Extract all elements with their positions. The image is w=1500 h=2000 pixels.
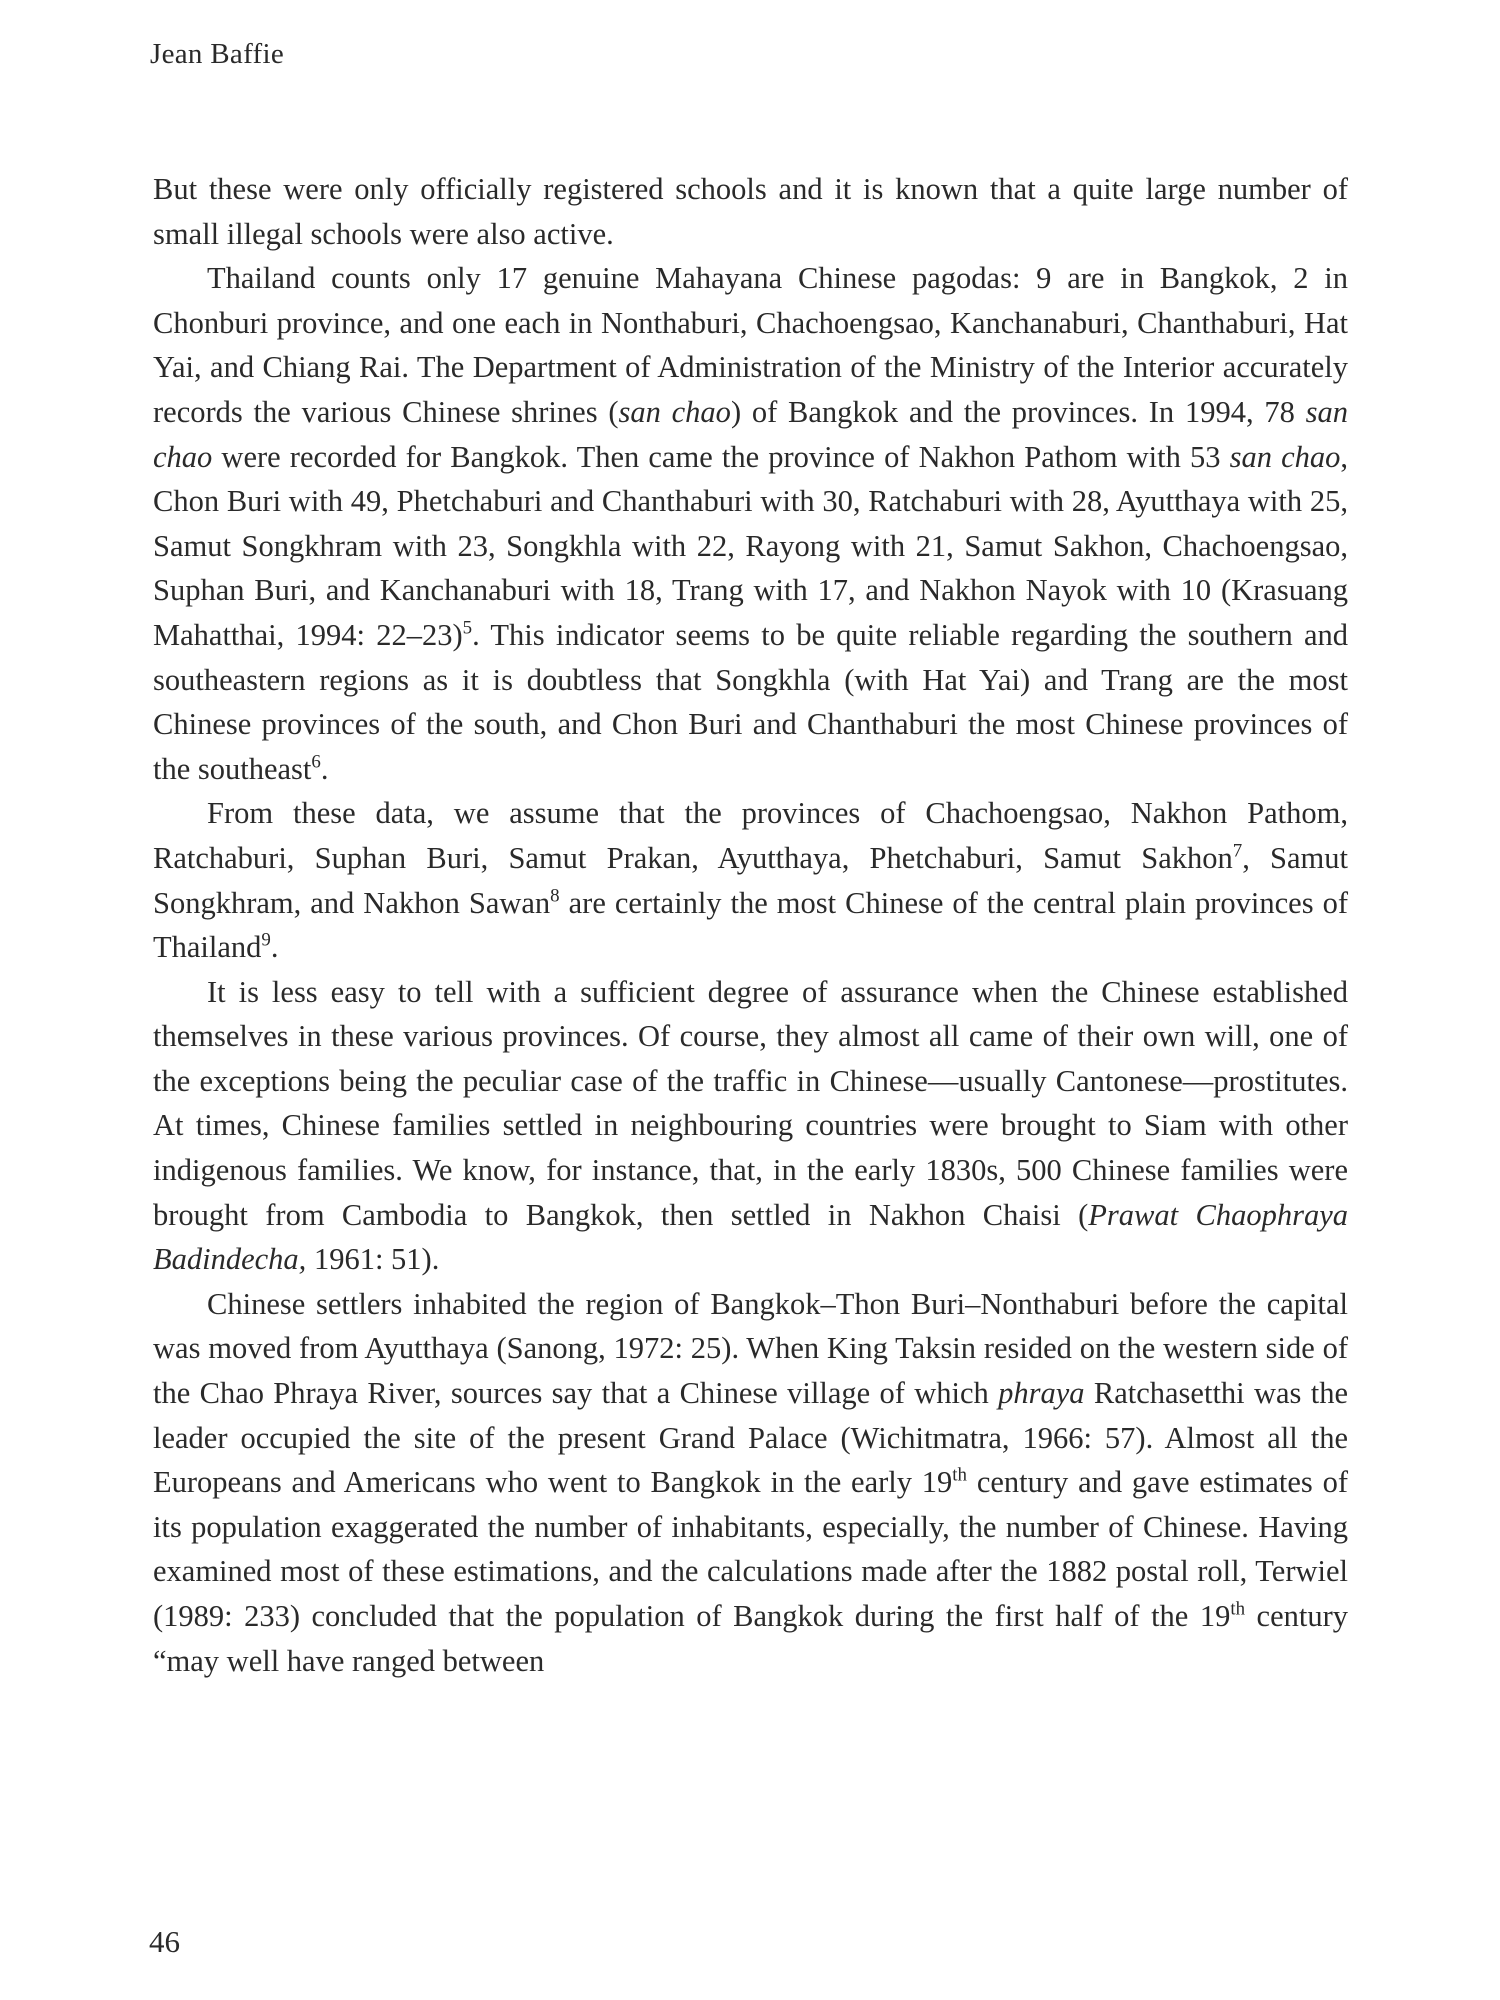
paragraph — [153, 970, 1348, 1282]
italic-term: san chao — [1229, 439, 1341, 474]
body-text — [153, 167, 1348, 1683]
paragraph — [153, 791, 1348, 969]
footnote-marker: th — [952, 1464, 968, 1486]
text-run: , Samut Songkhram, and Nakhon Sawan — [153, 840, 1348, 920]
page-number: 46 — [149, 1924, 180, 1959]
text-run: It is less easy to tell with a sufficient degree of assurance when the Chinese established themselves in these various provinces. Of course, they almost all came of their own will, one of the exceptions being the peculiar case of the traffic in Chinese—usually Cantonese—prostitutes. At times, Chinese families settled in neighbouring countries were brought to Siam with other indigenous families. We know, for instance, that, in the early 1830s, 500 Chinese families were brought from Cambodia to Bangkok, then settled in Nakhon Chaisi ( — [153, 974, 1348, 1232]
footnote-marker: 9 — [261, 929, 271, 951]
footnote-marker: 5 — [462, 617, 473, 639]
text-run: 1961: 51). — [306, 1242, 440, 1277]
text-run: Chinese settlers inhabited the region of Bangkok–Thon Buri–Nonthaburi before the capital was moved from Ayutthaya (Sanong, 1972: 25). When King Taksin resided on the western side of the Chao Phraya River, sources say that a Chinese village of which — [153, 1286, 1348, 1411]
text-run: century and gave estimates of its population exaggerated the number of inhabitants, especially, the number of Chinese. Having examined most of these estimations, and the calculations made after the 1882 postal roll, Terwiel (1989: 233) concluded that the population of Bangkok during the first half of the 19 — [153, 1465, 1348, 1633]
paragraph — [153, 167, 1348, 256]
text-run: But these were only officially registered schools and it is known that a quite large number of small illegal schools were also active. — [153, 172, 1348, 251]
text-run: century “may well have ranged between — [153, 1599, 1348, 1678]
text-run: From these data, we assume that the provinces of Chachoengsao, Nakhon Pathom, Ratchaburi, Suphan Buri, Samut Prakan, Ayutthaya, Phetchaburi, Samut Sakhon — [153, 796, 1348, 875]
text-run: . — [320, 751, 329, 786]
italic-term: san chao — [618, 394, 731, 429]
footnote-marker: 6 — [311, 751, 321, 773]
text-run: Thailand counts only 17 genuine Mahayana Chinese pagodas: 9 are in Bangkok, 2 in Chonburi province, and one each in Nonthaburi, Chachoengsao, Kanchanaburi, Chanthaburi, Hat Yai, and Chiang Rai. The Department of Administration of the Ministry of the Interior accurately records the various Chinese shrines ( — [153, 261, 1348, 429]
footnote-marker: 8 — [550, 885, 560, 907]
text-run: . — [270, 930, 279, 965]
text-run: were recorded for Bangkok. Then came the province of Nakhon Pathom with 53 — [212, 439, 1230, 474]
paragraph — [153, 1282, 1348, 1683]
italic-term: Prawat Chaophraya Badindecha, — [153, 1197, 1348, 1277]
text-run: , Chon Buri with 49, Phetchaburi and Chanthaburi with 30, Ratchaburi with 28, Ayutthaya with 25, Samut Songkhram with 23, Songkhla with 22, Rayong with 21, Samut Sakhon, Chachoengsao, Suphan Buri, and Kanchanaburi with 18, Trang with 17, and Nakhon Nayok with 10 (Krasuang Mahatthai, 1994: 22–23) — [153, 439, 1348, 652]
footnote-marker: 7 — [1232, 840, 1243, 862]
text-run: . This indicator seems to be quite reliable regarding the southern and southeastern regions as it is doubtless that Songkhla (with Hat Yai) and Trang are the most Chinese provinces of the south, and Chon Buri and Chanthaburi the most Chinese provinces of the southeast — [153, 617, 1348, 786]
running-header-author: Jean Baffie — [150, 38, 285, 70]
text-run: ) of Bangkok and the provinces. In 1994, 78 — [730, 394, 1306, 429]
text-run: Ratchasetthi was the leader occupied the site of the present Grand Palace (Wichitmatra, 1966: 57). Almost all the Europeans and Americans who went to Bangkok in the early 19 — [153, 1376, 1349, 1500]
footnote-marker: th — [1230, 1598, 1246, 1620]
italic-term: phraya — [998, 1376, 1085, 1411]
text-run: are certainly the most Chinese of the central plain provinces of Thailand — [153, 885, 1348, 965]
italic-term: san chao — [153, 394, 1348, 474]
paragraph — [153, 256, 1348, 791]
